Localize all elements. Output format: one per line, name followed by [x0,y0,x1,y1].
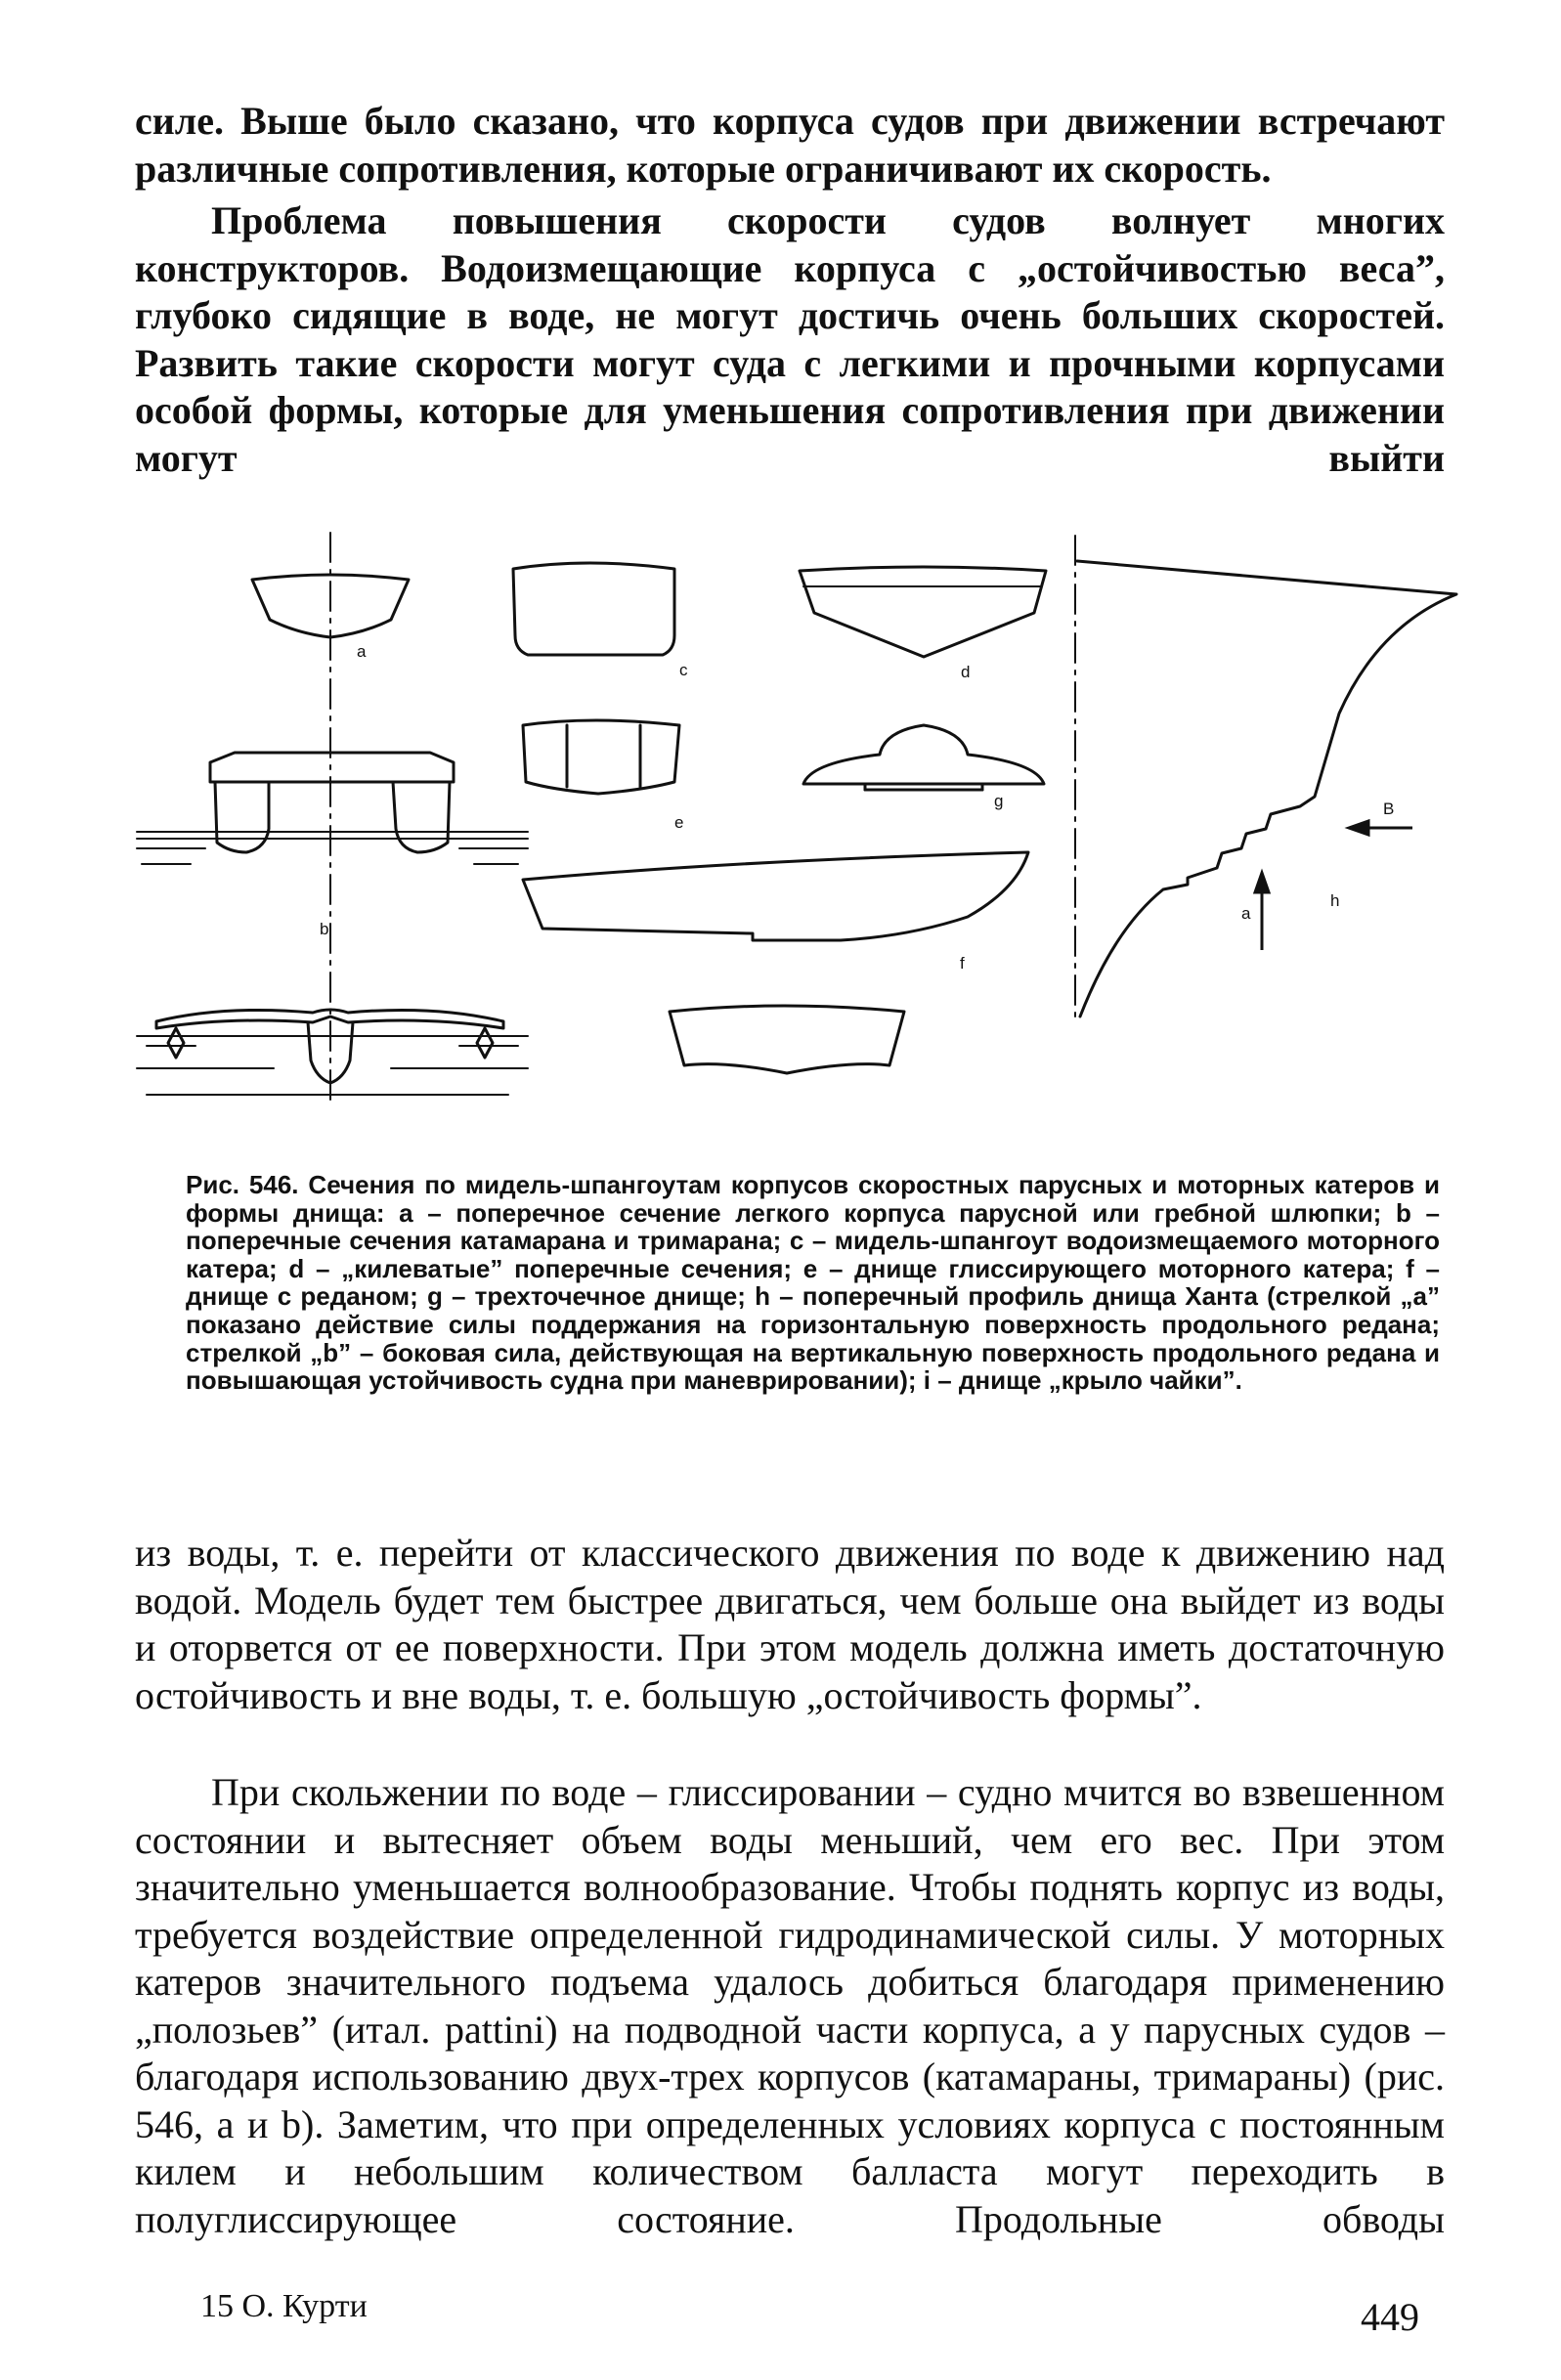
section-i-shape [670,1006,904,1073]
label-d: d [961,663,971,681]
figure-546-hull-sections [0,0,1561,1153]
paragraph-2: Проблема повышения скорости судов волнует многих конструкторов. Водоизмещающие корпуса с „остойчивостью веса”, глубоко сидящие в воде, не могут достичь очень больших скоростей. Развить такие скорости могут суда с легкими и прочными корпусами особой формы, которые для уменьшения сопротивления при движении могут выйти [135,198,1445,480]
section-d-shape [800,567,1046,657]
arrow-b [1349,821,1412,835]
section-h-hunt-profile [1075,536,1456,1017]
label-f: f [960,954,965,973]
label-a: a [357,642,367,661]
section-c-shape [513,563,674,655]
section-e-shape [523,720,679,794]
page-number: 449 [1361,2295,1419,2339]
paragraph-1: силе. Выше было сказано, что корпуса судов при движении встречают различные сопротивления, которые ограничивают их скорость. [135,99,1445,191]
label-h: h [1330,891,1340,910]
section-b-trimaran [137,1010,528,1095]
paragraph-3: из воды, т. е. перейти от классического движения по воде к движению над водой. Модель будет тем быстрее двигаться, чем больше она выйдет из воды и оторвется от ее поверхности. При этом модель должна иметь достаточную остойчивость и вне воды, т. е. большую „остойчивость формы”. [135,1531,1445,1717]
section-b-catamaran [137,753,528,864]
label-arrow-a: a [1241,904,1251,923]
label-arrow-b: B [1383,800,1395,818]
paragraph-4: При скольжении по воде – глиссировании – судно мчится во взвешенном состоянии и вытесняет объем воды меньший, чем его вес. При этом значительно уменьшается волнообразование. Чтобы поднять корпус из воды, требуется воздействие определенной гидродинамической силы. У моторных катеров значительного подъема удалось добиться благодаря применению „полозьев” (итал. pattini) на подводной части корпуса, а у парусных судов – благодаря использованию двух-трех корпусов (катамараны, тримараны) (рис. 546, a и b). Заметим, что при определенных условиях корпуса с постоянным килем и небольшим количеством балласта могут переходить в полуглиссирующее состояние. Продольные обводы [135,1770,1445,2241]
label-g: g [994,792,1004,810]
label-b: b [320,920,329,938]
label-c: c [679,661,688,679]
section-g-shape [803,725,1044,784]
footer-signature: 15 О. Курти [200,2288,368,2324]
section-f-shape [523,852,1028,940]
figure-caption: Рис. 546. Сечения по мидель-шпангоутам корпусов скоростных парусных и моторных катеров и формы днища: a – поперечное сечение легкого корпуса парусной или гребной шлюпки; b – поперечные сечения катамарана и тримарана; c – мидель-шпангоут водоизмещаемого моторного катера; d – „килеватые” поперечные сечения; e – днище глиссирующего моторного катера; f – днище с реданом; g – трехточечное днище; h – поперечный профиль днища Ханта (стрелкой „a” показано действие силы поддержания на горизонтальную поверхность продольного редана; стрелкой „b” – боковая сила, действующая на вертикальную поверхность продольного редана и повышающая устойчивость судна при маневрировании); i – днище „крыло чайки”. [186,1170,1440,1396]
arrow-a [1255,873,1269,950]
label-e: e [674,813,684,832]
